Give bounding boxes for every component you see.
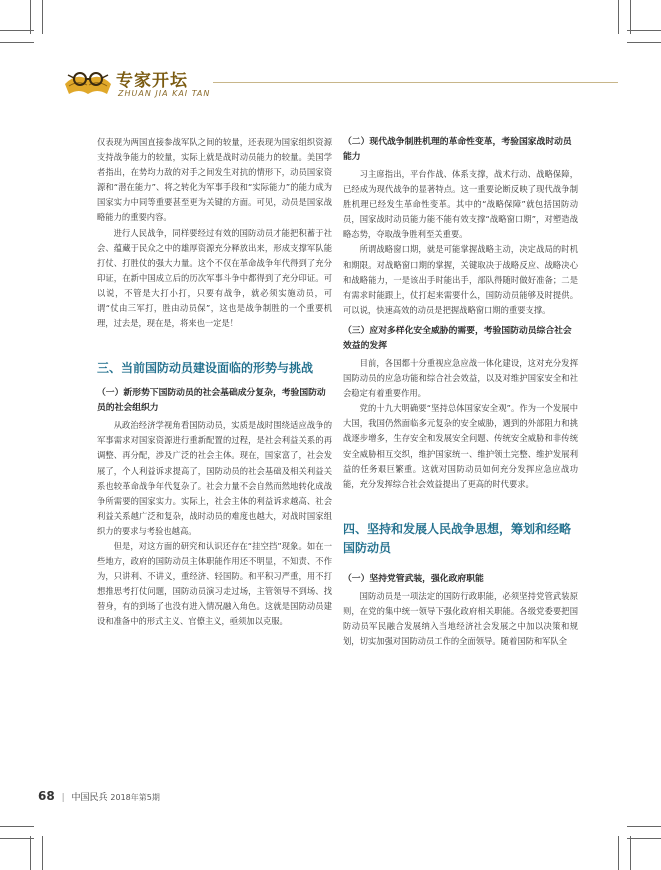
paragraph: 党的十九大明确要“坚持总体国家安全观”。作为一个发展中大国，我国仍然面临多元复杂的安全威胁，遇到的外部阻力和挑战逐步增多，生存安全和发展安全问题、传统安全威胁和非传统安全威胁相互交织，维护国家统一、维护领土完整、维护发展利益的任务艰巨繁重。这就对国防动员如何充分发挥应急应战功能，充分发挥综合社会效益提出了更高的时代要求。	[343, 403, 578, 489]
crop-mark	[42, 0, 43, 34]
crop-mark	[630, 836, 631, 870]
paragraph: 国防动员是一项法定的国防行政职能，必须坚持党管武装原则，在党的集中统一领导下强化政府相关职能。各级党委要把国防动员军民融合发展纳入当地经济社会发展之中加以决策和规划，切实加强对国防动员工作的全面领导。随着国防和军队全	[343, 590, 578, 647]
footer-separator: |	[61, 793, 65, 803]
crop-mark	[0, 838, 34, 839]
right-column	[343, 135, 578, 649]
subsection-heading: （一）坚持党管武装，强化政府职能	[343, 573, 484, 584]
subsection-heading: （一）新形势下国防动员的社会基础成分复杂，考验国防动员的社会组织力	[97, 388, 326, 414]
subsection-heading: （三）应对多样化安全威胁的需要，考验国防动员综合社会效益的发挥	[343, 325, 572, 351]
header-rule	[213, 82, 618, 83]
paragraph: 所谓战略窗口期，就是可能掌握战略主动，决定战局的时机和期限。对战略窗口期的掌握，关键取决于战略反应、战略决心和战略能力，一是该出手时能出手，部队得随时做好准备；二是有需求时能跟上，仗打起来需要什么，国防动员能够及时提供。可以说，快速高效的动员是把握战略窗口期的重要支撑。	[343, 244, 578, 315]
issue-label: 2018年第5期	[110, 793, 160, 802]
crop-mark	[618, 0, 619, 34]
column-subtitle: ZHUAN JIA KAI TAN	[118, 89, 211, 98]
paragraph: 仅表现为两国直接参战军队之间的较量，还表现为国家组织资源支持战争能力的较量，实际上就是战时动员能力的较量。美国学者指出，在势均力敌的对手之间发生对抗的情形下，动员国家资源和“潜在能力”、将之转化为军事手段和“实际能力”的能力成为国家实力中同等重要甚至更为关键的方面。可见，动员是国家战略能力的重要内容。	[97, 137, 332, 223]
page-number: 68	[38, 789, 55, 803]
crop-mark	[627, 42, 661, 43]
crop-mark	[630, 0, 631, 34]
left-column	[97, 135, 332, 630]
subsection-heading: （二）现代战争制胜机理的革命性变革，考验国家战时动员能力	[343, 137, 572, 162]
crop-mark	[30, 836, 31, 870]
crop-mark	[0, 42, 34, 43]
crop-mark	[627, 838, 661, 839]
crop-mark	[627, 826, 661, 827]
paragraph: 习主席指出，平台作战、体系支撑，战术行动、战略保障，已经成为现代战争的显著特点。这一重要论断反映了现代战争制胜机理已经发生革命性变革。其中的“战略保障”就包括国防动员，国家战时动员能力能不能有效支撑“战略窗口期”，对塑造战略态势，夺取战争胜利至关重要。	[343, 169, 578, 240]
page-header	[63, 62, 623, 104]
crop-mark	[30, 0, 31, 34]
section-heading: 四、坚持和发展人民战争思想，筹划和经略国防动员	[343, 521, 572, 555]
section-heading: 三、当前国防动员建设面临的形势与挑战	[97, 361, 314, 376]
paragraph: 从政治经济学视角看国防动员，实质是战时围绕适应战争的军事需求对国家资源进行重新配置的过程，是社会利益关系的再调整、再分配，涉及广泛的社会主体。现在，国家富了，社会发展了，个人利益诉求提高了，国防动员的社会基础及相关利益关系也较革命战争年代复杂了。社会力量不会自然而然地转化成战争所需要的国家实力。实际上，社会主体的利益诉求越高、社会利益关系越广泛和复杂，战时动员的难度也越大，对战时国家组织力的要求与考验也越高。	[97, 420, 332, 536]
crop-mark	[618, 836, 619, 870]
glasses-book-icon	[63, 66, 113, 98]
column-title: 专家开坛	[116, 71, 188, 91]
paragraph: 但是，对这方面的研究和认识还存在“挂空挡”现象。如在一些地方，政府的国防动员主体职能作用还不明显，不知责、不作为，只讲利、不讲义，重经济、轻国防。和平积习严重，用不打想推思考打仗问题，国防动员演习走过场，主管领导不到场、找替身，有的到场了也没有进入情况融入角色。这就是国防动员建设和准备中的形式主义、官僚主义，亟须加以克服。	[97, 540, 332, 627]
crop-mark	[0, 826, 34, 827]
paragraph: 进行人民战争，同样要经过有效的国防动员才能把积蓄于社会、蕴藏于民众之中的雄厚资源充分释放出来，形成支撑军队能打仗、打胜仗的强大力量。这个不仅在革命战争年代得到了充分印证，在新中国成立后的历次军事斗争中都得到了充分印证。可以说，不管是大打小打，只要有战争，就必须实施动员，可谓“仗由三军打，胜由动员保”，这也是战争制胜的一个重要机理，过去是，现在是，将来也一定是！	[97, 227, 332, 329]
crop-mark	[42, 836, 43, 870]
magazine-name: 中国民兵	[71, 793, 108, 803]
crop-mark	[0, 30, 34, 31]
page-footer	[38, 789, 160, 803]
paragraph: 目前，各国都十分重视应急应战一体化建设，这对充分发挥国防动员的应急功能和综合社会效益，以及对维护国家安全和社会稳定有着重要作用。	[343, 357, 578, 399]
crop-mark	[627, 30, 661, 31]
